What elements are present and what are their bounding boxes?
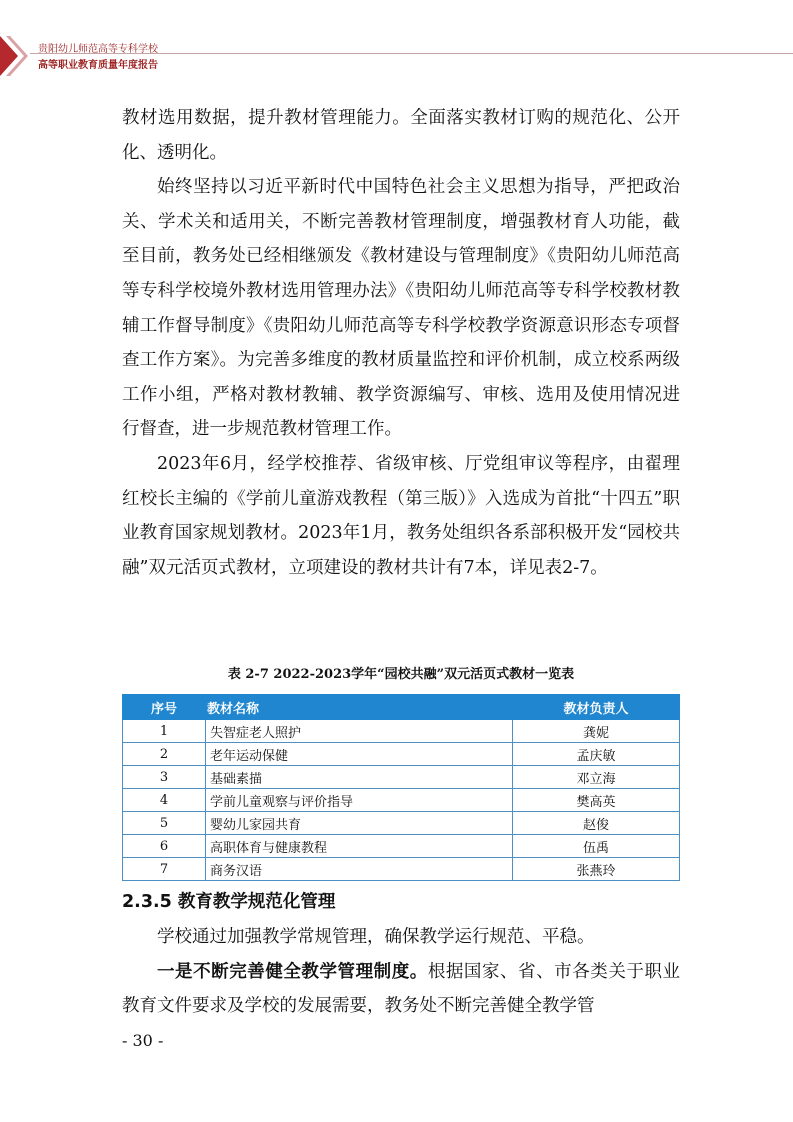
material-lead: 孟庆敏 (513, 743, 680, 766)
table-row (123, 858, 680, 881)
header-chevron-icon (0, 36, 32, 76)
lead-sentence-rest: 根据国家、省、市各类关于职业教育文件要求及学校的发展需要，教务处不断完善健全教学管 (122, 961, 681, 1017)
row-number: 1 (123, 720, 206, 743)
section-paragraph (122, 955, 680, 1024)
row-number: 4 (123, 789, 206, 812)
material-lead: 龚妮 (513, 720, 680, 743)
material-name: 学前儿童观察与评价指导 (206, 789, 513, 812)
table-row (123, 835, 680, 858)
row-number: 7 (123, 858, 206, 881)
material-lead: 伍禹 (513, 835, 680, 858)
table-caption: 表 2-7 2022-2023学年“园校共融”双元活页式教材一览表 (227, 667, 575, 682)
row-number: 5 (123, 812, 206, 835)
section-heading: 2.3.5 教育教学规范化管理 (122, 892, 336, 912)
table-header-row (123, 695, 680, 720)
paragraph-2: 始终坚持以习近平新时代中国特色社会主义思想为指导，严把政治关、学术关和适用关，不断完善教材管理制度，增强教材育人功能，截至目前，教务处已经相继颁发《教材建设与管理制度》《贵阳幼儿师范高等专科学校境外教材选用管理办法》《贵阳幼儿师范高等专科学校教材教辅工作督导制度》《贵阳幼儿师范高等专科学校教学资源意识形态专项督查工作方案》。为完善多维度的教材质量监控和评价机制，成立校系两级工作小组，严格对教材教辅、教学资源编写、审核、选用及使用情况进行督查，进一步规范教材管理工作。 (122, 177, 680, 440)
header-school-name: 贵阳幼儿师范高等专科学校 (38, 44, 158, 55)
column-header-name: 教材名称 (206, 695, 513, 720)
table-row (123, 766, 680, 789)
material-name: 失智症老人照护 (206, 720, 513, 743)
column-header-no: 序号 (123, 695, 206, 720)
lead-sentence-bold: 一是不断完善健全教学管理制度。 (157, 961, 428, 982)
material-name: 商务汉语 (206, 858, 513, 881)
paragraph-1: 教材选用数据，提升教材管理能力。全面落实教材订购的规范化、公开化、透明化。 (122, 108, 680, 163)
paragraph-3: 2023年6月，经学校推荐、省级审核、厅党组审议等程序，由翟理红校长主编的《学前儿童游戏教程（第三版）》入选成为首批“十四五”职业教育国家规划教材。2023年1月，教务处组织各系部积极开发“园校共融”双元活页式教材，立项建设的教材共计有7本，详见表2-7。 (122, 453, 680, 578)
material-name: 高职体育与健康教程 (206, 835, 513, 858)
material-name: 老年运动保健 (206, 743, 513, 766)
row-number: 3 (123, 766, 206, 789)
material-lead: 张燕玲 (513, 858, 680, 881)
header-report-name: 高等职业教育质量年度报告 (38, 60, 158, 71)
running-header (0, 36, 793, 76)
material-lead: 赵俊 (513, 812, 680, 835)
section-intro: 学校通过加强教学常规管理，确保教学运行规范、平稳。 (157, 927, 595, 947)
column-header-lead: 教材负责人 (513, 695, 680, 720)
materials-table (122, 694, 680, 881)
material-name: 基础素描 (206, 766, 513, 789)
table-row (123, 789, 680, 812)
body-text-bottom (122, 920, 680, 1024)
material-lead: 樊高英 (513, 789, 680, 812)
body-text-top (122, 101, 680, 585)
material-lead: 邓立海 (513, 766, 680, 789)
table-row (123, 720, 680, 743)
table-row (123, 743, 680, 766)
page-number: - 30 - (122, 1031, 164, 1050)
row-number: 6 (123, 835, 206, 858)
material-name: 婴幼儿家园共育 (206, 812, 513, 835)
table-row (123, 812, 680, 835)
row-number: 2 (123, 743, 206, 766)
